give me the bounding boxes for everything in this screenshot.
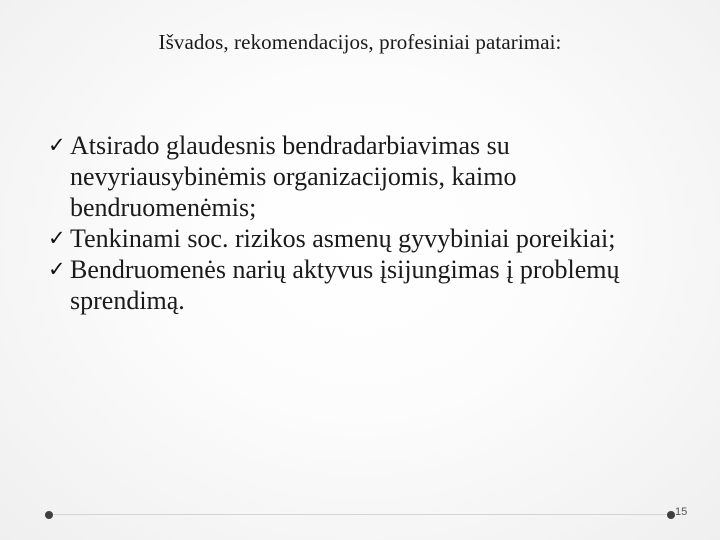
page-number: 15 xyxy=(675,506,688,518)
bullet-text: Bendruomenės narių aktyvus įsijungimas į problemų sprendimą. xyxy=(70,255,620,315)
bullet-item xyxy=(48,254,698,316)
bullet-text: Atsirado glaudesnis bendradarbiavimas su nevyriausybinėmis organizacijomis, kaimo bendruomenėmis; xyxy=(70,131,517,222)
bullet-item xyxy=(48,130,698,223)
check-icon: ✓ xyxy=(48,257,66,281)
footer-dot-right xyxy=(667,511,675,519)
bullet-text: Tenkinami soc. rizikos asmenų gyvybiniai poreikiai; xyxy=(70,224,616,253)
check-icon: ✓ xyxy=(48,226,66,250)
footer-divider xyxy=(48,514,672,515)
bullet-list xyxy=(48,130,698,316)
bullet-item xyxy=(48,223,698,254)
slide-title: Išvados, rekomendacijos, profesiniai patarimai: xyxy=(158,30,562,54)
footer-dot-left xyxy=(45,511,53,519)
check-icon: ✓ xyxy=(48,133,66,157)
